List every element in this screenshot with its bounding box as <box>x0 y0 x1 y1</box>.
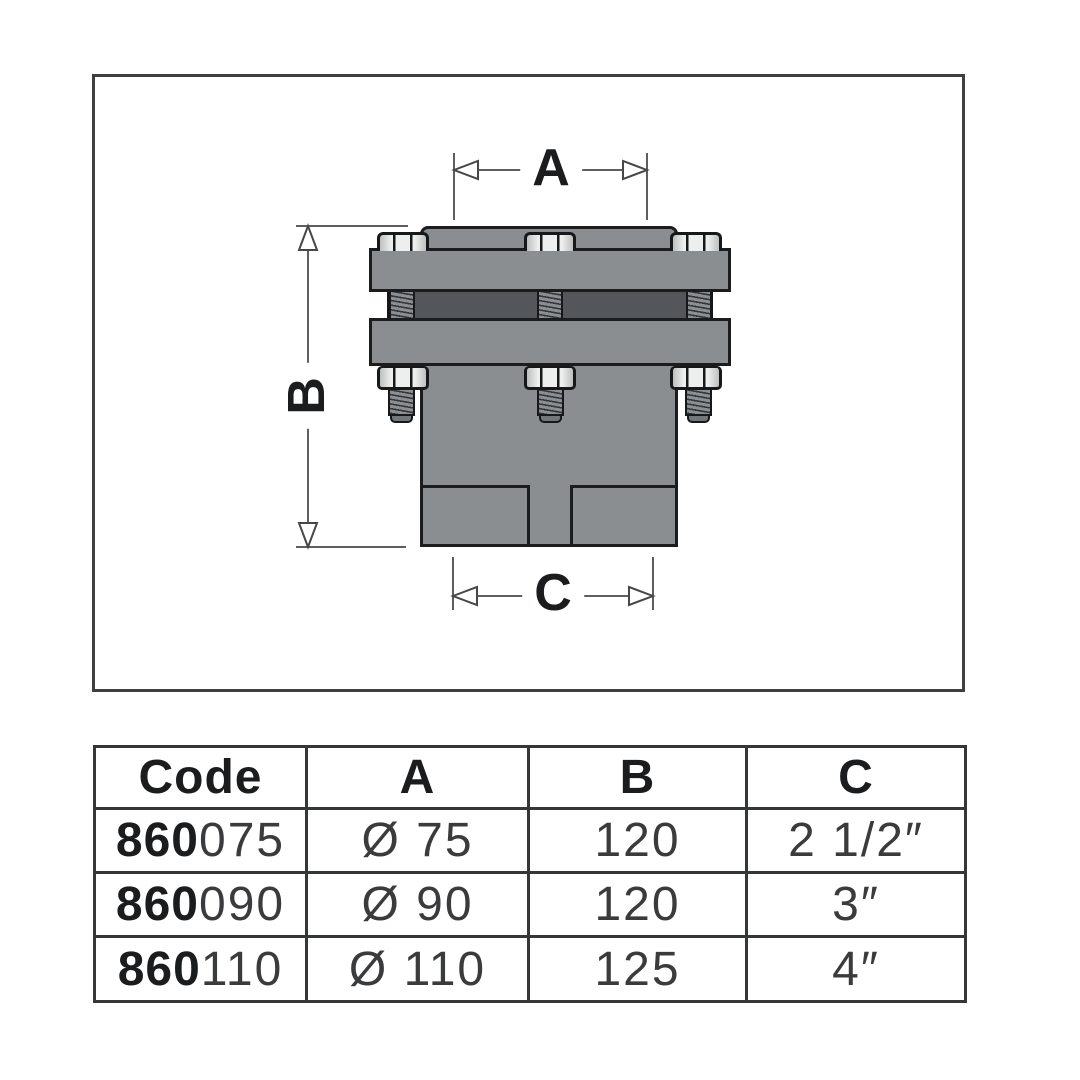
code-prefix: 860 <box>115 878 199 931</box>
table-cell-b: 125 <box>530 938 748 1000</box>
threaded-stud-icon <box>537 388 564 416</box>
table-cell-c: 3″ <box>748 874 964 938</box>
code-suffix: 110 <box>200 942 284 996</box>
code-suffix: 090 <box>199 878 286 931</box>
bolt-nut-icon <box>524 366 576 390</box>
bolt-nut-icon <box>670 366 722 390</box>
table-cell-a: Ø 110 <box>308 938 530 1000</box>
dimension-a-label: A <box>520 142 582 194</box>
stud-end <box>687 414 710 423</box>
bolt-nut-icon <box>377 366 429 390</box>
bolt-nut-icon <box>524 232 576 251</box>
table-cell-b: 120 <box>530 874 748 938</box>
lower-flange <box>369 318 731 366</box>
table-header-code: Code <box>96 748 308 810</box>
table-header-a: A <box>308 748 530 810</box>
body-center-slot <box>527 485 573 544</box>
table-cell-code <box>96 810 308 874</box>
table-cell-c: 4″ <box>832 942 880 996</box>
dimension-c-label: C <box>522 567 584 619</box>
upper-flange <box>369 248 731 292</box>
stud-end <box>539 414 562 423</box>
dimension-b-label: B <box>281 363 333 429</box>
code-prefix: 860 <box>115 814 199 867</box>
spec-table <box>93 745 967 1003</box>
bolt-nut-icon <box>670 232 722 251</box>
table-header-c: C <box>748 748 964 810</box>
body-port-line <box>573 485 675 488</box>
stud-end <box>390 414 413 423</box>
table-cell-code <box>96 874 308 938</box>
table-cell-a: Ø 75 <box>308 810 530 874</box>
table-cell-b: 120 <box>530 810 748 874</box>
threaded-stud-icon <box>685 388 712 416</box>
table-cell-c: 2 1/2″ <box>748 810 964 874</box>
dimension-a-arrows <box>95 225 320 305</box>
table-cell-a: Ø 90 <box>308 874 530 938</box>
body-port-line <box>423 485 527 488</box>
table-cell-code <box>96 938 308 1000</box>
threaded-stud-icon <box>388 388 415 416</box>
table-header-b: B <box>530 748 748 810</box>
code-suffix: 075 <box>199 814 286 867</box>
bolt-nut-icon <box>377 232 429 251</box>
code-prefix: 860 <box>117 942 201 996</box>
